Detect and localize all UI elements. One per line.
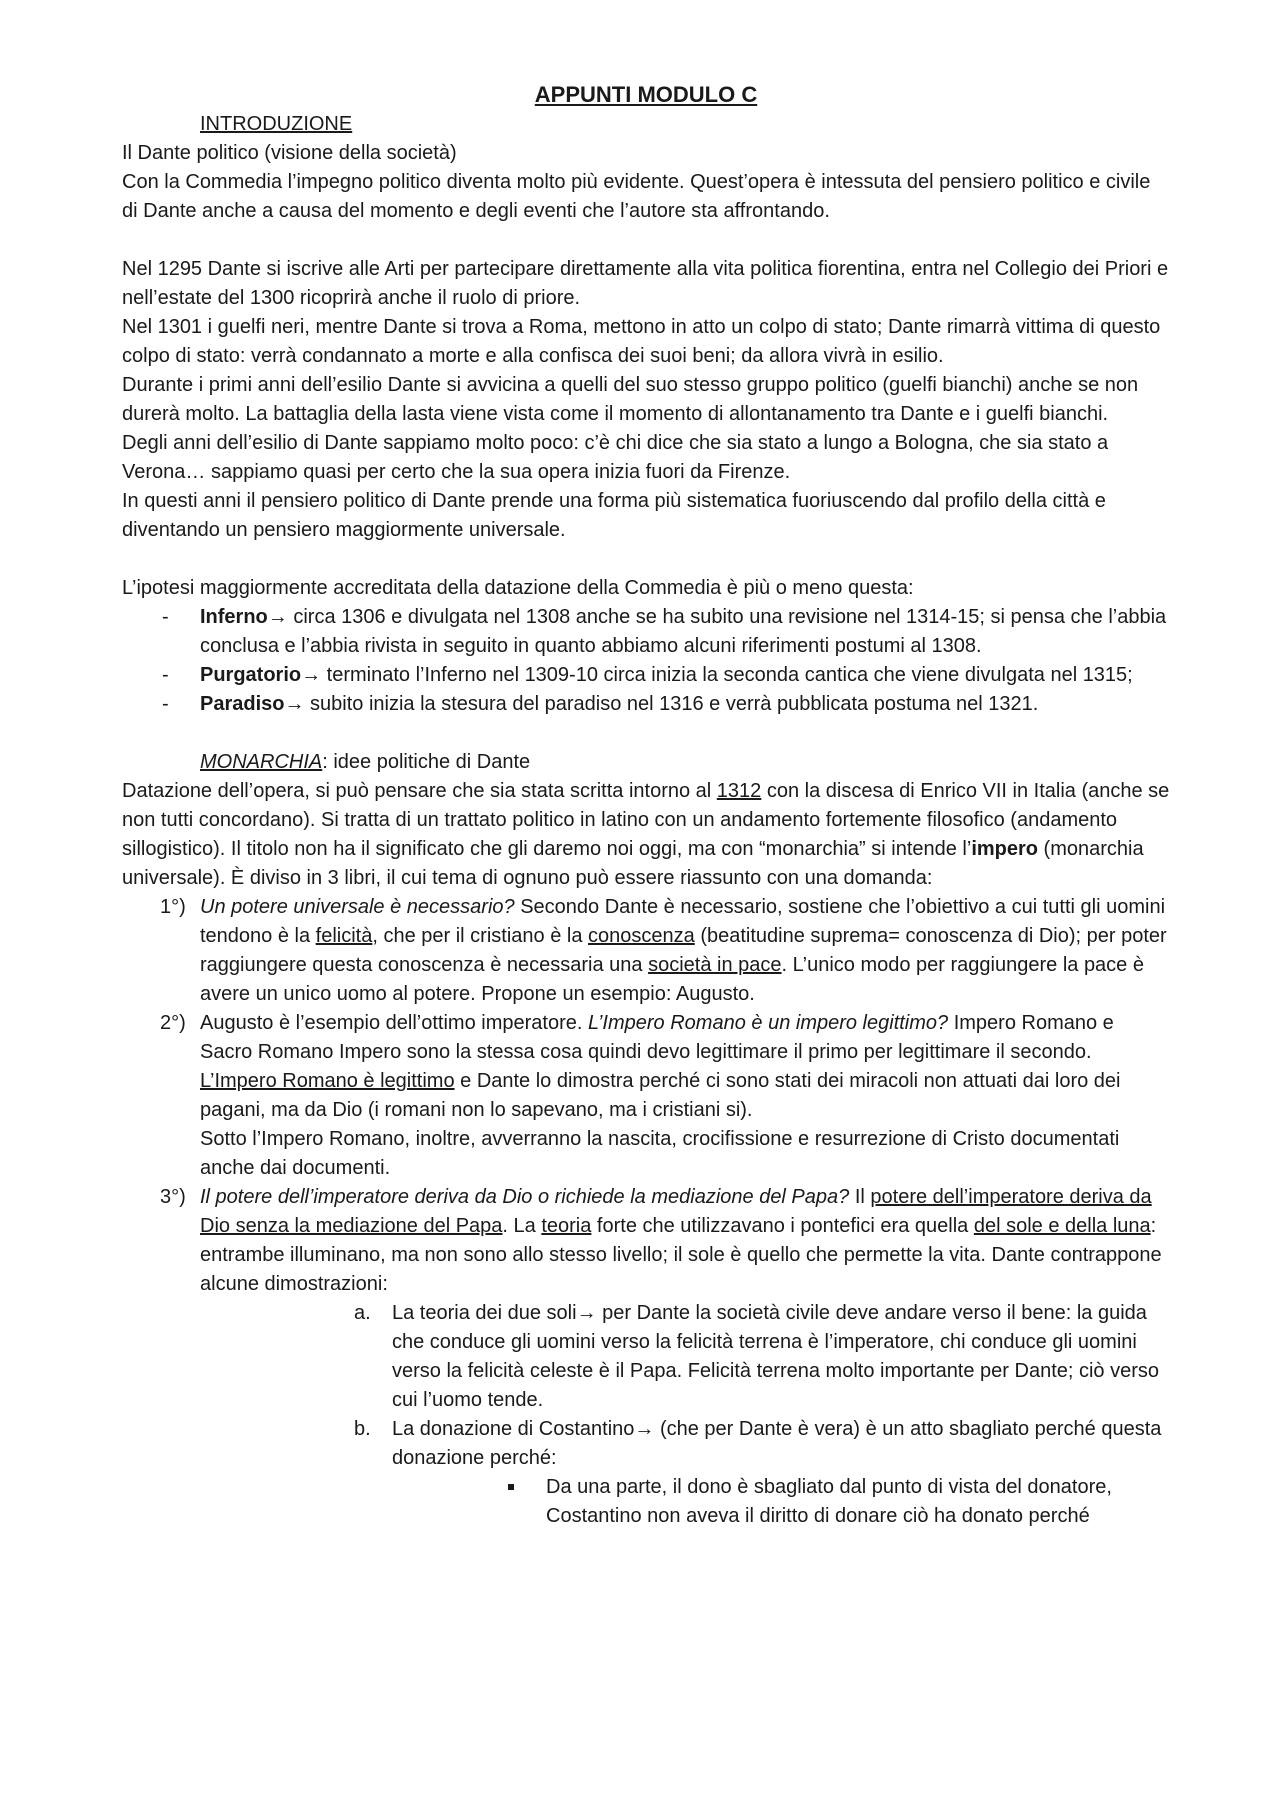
- book-question: Un potere universale è necessario?: [200, 896, 515, 918]
- text-run: Da una parte, il dono è sbagliato dal punto di vista del donatore, Costantino non aveva il diritto di donare ciò ha donato perché: [546, 1476, 1112, 1527]
- text-run: La teoria dei due soli→ per Dante la società civile deve andare verso il bene: la guida che conduce gli uomini verso la felicità terrena è l’imperatore, chi conduce gli uomini verso la felicità celeste è il Papa. Felicità terrena molto importante per Dante; ciò verso cui l’uomo tende.: [392, 1302, 1160, 1411]
- square-bullet-icon: [508, 1484, 514, 1490]
- cantica-name: Purgatorio: [200, 664, 302, 686]
- paragraph: Nel 1295 Dante si iscrive alle Arti per partecipare direttamente alla vita politica fiorentina, entra nel Collegio dei Priori e nell’estate del 1300 ricoprirà anche il ruolo di priore.: [122, 258, 1169, 309]
- cantica-text: → subito inizia la stesura del paradiso nel 1316 e verrà pubblicata postuma nel 1321.: [284, 693, 1039, 715]
- text-run: forte che utilizzavano i pontefici era quella: [591, 1215, 974, 1237]
- list-item: [122, 603, 1170, 661]
- list-letter: b.: [354, 1418, 371, 1440]
- list-item: [122, 1183, 1170, 1299]
- monarchia-heading-rest: : idee politiche di Dante: [322, 751, 531, 773]
- list-item: [122, 1299, 1170, 1415]
- text-run: Augusto è l’esempio dell’ottimo imperatore.: [200, 1012, 588, 1034]
- underlined-term: del sole e della luna: [973, 1215, 1151, 1237]
- document-body: [122, 80, 1170, 1531]
- cantica-text: → circa 1306 e divulgata nel 1308 anche se ha subito una revisione nel 1314-15; si pensa che l’abbia conclusa e l’abbia rivista in seguito in quanto abbiamo alcuni riferimenti postumi al 1308.: [200, 606, 1167, 657]
- dash-marker: -: [162, 693, 169, 715]
- list-letter: a.: [354, 1302, 371, 1324]
- paragraph: In questi anni il pensiero politico di Dante prende una forma più sistematica fuoriuscendo dal profilo della città e diventando un pensiero maggiormente universale.: [122, 490, 1106, 541]
- list-item: [122, 1415, 1170, 1531]
- year-underlined: 1312: [716, 780, 762, 802]
- page-title: APPUNTI MODULO C: [534, 82, 758, 107]
- intro-heading: INTRODUZIONE: [200, 113, 353, 135]
- list-item: [122, 1473, 1170, 1531]
- book-question: Il potere dell’imperatore deriva da Dio o richiede la mediazione del Papa?: [200, 1186, 850, 1208]
- spacer: [122, 719, 1170, 748]
- dimostrazioni-list: [122, 1299, 1170, 1531]
- underlined-term: società in pace: [648, 954, 782, 976]
- underlined-term: teoria: [541, 1215, 592, 1237]
- text-run: Datazione dell’opera, si può pensare che sia stata scritta intorno al: [122, 780, 717, 802]
- paragraph: L’ipotesi maggiormente accreditata della datazione della Commedia è più o meno questa:: [122, 577, 914, 599]
- underlined-term: L’Impero Romano è legittimo: [200, 1070, 455, 1092]
- paragraph: Durante i primi anni dell’esilio Dante si avvicina a quelli del suo stesso gruppo politico (guelfi bianchi) anche se non durerà molto. La battaglia della lasta viene vista come il momento di allontanamento tra Dante e i guelfi bianchi.: [122, 374, 1139, 425]
- paragraph: Nel 1301 i guelfi neri, mentre Dante si trova a Roma, mettono in atto un colpo di stato; Dante rimarrà vittima di questo colpo di stato: verrà condannato a morte e alla confisca dei suoi beni; da allora vivrà in esilio.: [122, 316, 1161, 367]
- list-item: [122, 661, 1170, 690]
- bold-term: impero: [971, 838, 1038, 860]
- section-heading-introduzione: [200, 110, 1170, 139]
- paragraph: Sotto l’Impero Romano, inoltre, avverranno la nascita, crocifissione e resurrezione di Cristo documentati anche dai documenti.: [200, 1128, 1120, 1179]
- intro-subtitle: Il Dante politico (visione della società): [122, 142, 457, 164]
- text-run: . La: [502, 1215, 542, 1237]
- paragraph: [122, 777, 1170, 893]
- text-run: con la discesa di Enrico VII in Italia (anche se non tutti concordano). Si tratta di un trattato politico in latino con un andamento fortemente filosofico (andamento sillogistico). Il titolo non ha il significato che gli daremo noi oggi, ma con “monarchia” si intende l’: [122, 780, 1170, 860]
- list-item: [122, 690, 1170, 719]
- cantica-name: Inferno: [200, 606, 268, 628]
- cantica-text: → terminato l’Inferno nel 1309-10 circa inizia la seconda cantica che viene divulgata nel 1315;: [301, 664, 1133, 686]
- text-run: . L’unico modo per raggiungere la pace è avere un unico uomo al potere. Propone un esempio: Augusto.: [200, 954, 1144, 1005]
- list-number: 2°): [160, 1012, 186, 1034]
- underlined-term: potere dell’imperatore deriva da Dio senza la mediazione del Papa: [200, 1186, 1152, 1237]
- book-question: L’Impero Romano è un impero legittimo?: [587, 1012, 949, 1034]
- text-run: (beatitudine suprema= conoscenza di Dio); per poter raggiungere questa conoscenza è necessaria una: [200, 925, 1167, 976]
- text-run: (monarchia universale). È diviso in 3 libri, il cui tema di ognuno può essere riassunto con una domanda:: [122, 838, 1144, 889]
- spacer: [122, 226, 1170, 255]
- paragraph: Con la Commedia l’impegno politico diventa molto più evidente. Quest’opera è intessuta del pensiero politico e civile di Dante anche a causa del momento e degli eventi che l’autore sta affrontando.: [122, 171, 1151, 222]
- spacer: [122, 545, 1170, 574]
- text-run: Impero Romano e Sacro Romano Impero sono la stessa cosa quindi devo legittimare il primo per legittimare il secondo.: [200, 1012, 1114, 1063]
- monarchia-heading: MONARCHIA: [200, 751, 323, 773]
- dash-marker: -: [162, 664, 169, 686]
- text-run: , che per il cristiano è la: [372, 925, 589, 947]
- paragraph: Degli anni dell’esilio di Dante sappiamo molto poco: c’è chi dice che sia stato a lungo a Bologna, che sia stato a Verona… sappiamo quasi per certo che la sua opera inizia fuori da Firenze.: [122, 432, 1109, 483]
- text-run: Il: [849, 1186, 871, 1208]
- dash-marker: -: [162, 606, 169, 628]
- list-item: [122, 893, 1170, 1009]
- section-heading-monarchia: [200, 748, 1170, 777]
- underlined-term: felicità: [315, 925, 373, 947]
- bullet-list: [392, 1473, 1170, 1531]
- list-number: 1°): [160, 896, 186, 918]
- text-run: Secondo Dante è necessario, sostiene che l’obiettivo a cui tutti gli uomini tendono è la: [200, 896, 1166, 947]
- list-item: [122, 1009, 1170, 1183]
- underlined-term: conoscenza: [588, 925, 695, 947]
- text-run: e Dante lo dimostra perché ci sono stati dei miracoli non attuati dai loro dei pagani, ma da Dio (i romani non lo sapevano, ma i cristiani si).: [200, 1070, 1121, 1121]
- books-list: [122, 893, 1170, 1299]
- text-run: La donazione di Costantino→ (che per Dante è vera) è un atto sbagliato perché questa donazione perché:: [392, 1418, 1162, 1469]
- cantica-name: Paradiso: [200, 693, 285, 715]
- text-run: : entrambe illuminano, ma non sono allo stesso livello; il sole è quello che permette la vita. Dante contrappone alcune dimostrazioni:: [200, 1215, 1162, 1295]
- cantiche-list: [122, 603, 1170, 719]
- list-number: 3°): [160, 1186, 186, 1208]
